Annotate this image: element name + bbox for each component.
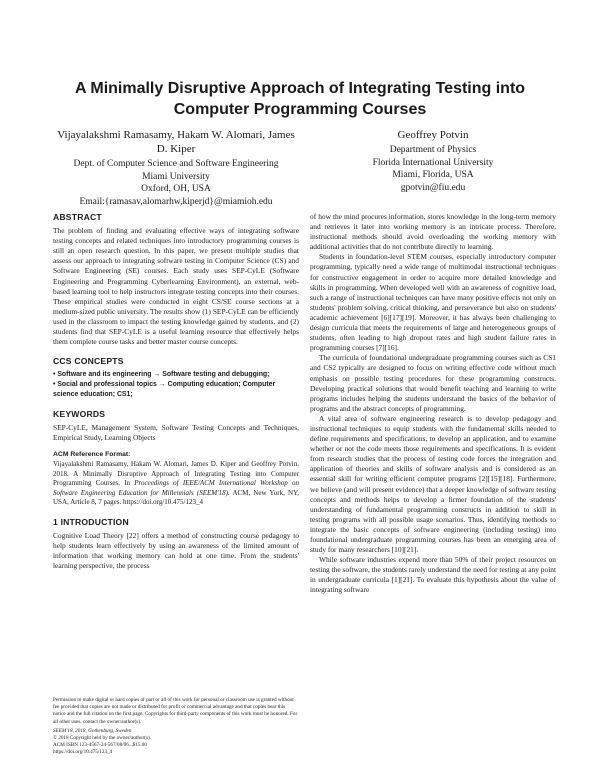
author-email-left: Email:{ramasav,alomarhw,kiperjd}@miamioh.edu — [79, 196, 273, 207]
author-names-right: Geoffrey Potvin — [397, 129, 469, 141]
abstract-text: The problem of finding and evaluating effective ways of integrating software testing concepts and related techniques into introductory programming courses is still an open research question. In this paper, we present multiple studies that assess our approach to integrating software testing in Computer Science (CS) and Software Engineering (SE) courses. Each study uses SEP-CyLE (Software Engineering and Programming Cyberlearning Environment), an external, web-based learning tool to help instructors integrate testing concepts into their courses. These empirical studies were conducted in eight CS/SE course sections at a medium-sized public university. The results show (1) SEP-CyLE can be efficiently used in the classroom to impact the testing knowledge gained by students, and (2) students find that SEP-CyLE is a useful learning resource that effectively helps them complete course tasks and better master course concepts. — [53, 226, 299, 347]
author-city-right: Miami, Florida, USA — [392, 170, 474, 180]
ccs-concept-2: • Social and professional topics → Computing education; Computer science education; CS1; — [53, 381, 276, 398]
keywords-text: SEP-CyLE, Management System, Software Testing Concepts and Techniques, Empirical Study, Learning Objects — [53, 422, 299, 442]
author-univ-right: Florida International University — [372, 157, 494, 168]
acm-reference-text — [53, 460, 299, 508]
body-paragraph-5: While software industries expend more than 50% of their project resources on testing the software, the students rarely understand the need for testing at any point in undergraduate curricula [1][21]. To evaluate this hypothesis about the value of integrating software — [310, 555, 556, 595]
author-names-left: Vijayalakshmi Ramasamy, Hakam W. Alomari, James D. Kiper — [57, 129, 295, 155]
ccs-concept-1: • Software and its engineering → Software testing and debugging; — [53, 371, 270, 379]
footnote-copyright: © 2018 Copyright held by the owner/author(s). — [53, 735, 152, 742]
acm-reference-heading: ACM Reference Format: — [53, 450, 131, 458]
author-dept-left: Dept. of Computer Science and Software Engineering — [73, 159, 279, 169]
intro-paragraph: Cognitive Load Theory [22] offers a method of constructing course pedagogy to help students learn effectively by using an awareness of the limited amount of information that working memory can hold at one time. From the students' learning perspective, the process — [53, 531, 299, 571]
footnote-isbn: ACM ISBN 123-4567-24-567/08/06...$15.00 — [53, 742, 147, 749]
abstract-heading: ABSTRACT — [53, 212, 102, 222]
acm-ref-venue: Proceedings of IEEE/ACM International Workshop on Software Engineering Education for Millennials (SEEM'18). — [53, 479, 299, 497]
acm-ref-authors: Vijayalakshmi Ramasamy, Hakam W. Alomari, James D. Kiper and Geoffrey Potvin. 2018. A Minimally Disruptive Approach of Integrating Testing into Computer Programming Courses. In — [53, 460, 299, 488]
author-block-left — [53, 128, 299, 208]
author-dept-right: Department of Physics — [389, 145, 477, 155]
body-paragraph-3: The curricula of foundational undergraduate programming courses such as CS1 and CS2 typically are designed to focus on writing effective code without much emphasis on possible testing procedures for these programming constructs. Developing practical solutions that would benefit teaching and learning to write programs includes helping the students understand the basics of the behavior of programs and the abstract concepts of programming. — [310, 353, 556, 413]
body-paragraph-2: Students in foundation-level STEM courses, especially introductory computer programming, typically need a wide range of multimodal instructional techniques for constructive engagement in order to acquire more detailed knowledge and skills in programming. When developed well with an awareness of cognitive load, such a range of instructional techniques can have many positive effects not only on students' problem solving, critical thinking, and perseverance but also on students' academic achievement [6][17][19]. Moreover, it has always been challenging to design curricula that meets the requirements of large and heterogeneous groups of students, often leading to high dropout rates and high student failure rates in programming courses [7][16]. — [310, 252, 556, 353]
footnote-permission: Permission to make digital or hard copies of part or all of this work for personal or classroom use is granted without fee provided that copies are not made or distributed for profit or commercial advantage and that copies bear this notice and the full citation on the first page. Copyrights for third-party components of this work must be honored. For all other uses, contact the owner/author(s). — [53, 697, 298, 725]
acm-ref-tail: ACM, New York, NY, USA, Article 8, 7 pages. https://doi.org/10.475/123_4 — [53, 488, 299, 507]
intro-heading: 1 INTRODUCTION — [53, 517, 129, 528]
ccs-heading: CCS CONCEPTS — [53, 356, 124, 367]
body-paragraph-4: A vital area of software engineering research is to develop pedagogy and instructional techniques to equip students with the fundamental skills needed to define requirements and specifications, to develop an application, and to examine whether or not the code meets those requirements and specifications. It is evident from research studies that the process of testing code forces the integration and application of theories and skills of software analysis and is considered as an essential skill for writing efficient computer programs [2][15][18]. Furthermore, we believe (and will present evidence) that a deeper knowledge of software testing concepts and methods helps to develop a firmer foundation of the students' understanding of fundamental programming constructs in addition to skill in testing programs with all possible usage scenarios. Thus, identifying methods to integrate the basic concepts of software engineering (including testing) into foundational undergraduate programming courses has been an emerging area of study for many researchers [10][21]. — [310, 413, 556, 555]
author-email-right: gpotvin@fiu.edu — [400, 182, 466, 193]
author-city-left: Oxford, OH, USA — [141, 184, 211, 194]
footnote-venue: SEEM'18, 2018, Gothenburg, Sweden — [53, 727, 132, 734]
right-column — [310, 212, 556, 596]
author-univ-left: Miami University — [142, 171, 210, 182]
footnote-doi: https://doi.org/10.475/123_4 — [53, 749, 113, 756]
paper-title: A Minimally Disruptive Approach of Integrating Testing into Computer Programming Courses — [74, 80, 526, 118]
left-column — [53, 212, 299, 572]
body-paragraph-1: of how the mind procures information, stores knowledge in the long-term memory and retrieves it later into working memory is an intricate process. Therefore, instructional methods should avoid overloading the working memory with additional activities that do not contribute directly to learning. — [310, 212, 556, 252]
copyright-footnote — [53, 697, 299, 757]
keywords-heading: KEYWORDS — [53, 408, 106, 419]
author-block-right — [310, 128, 556, 194]
